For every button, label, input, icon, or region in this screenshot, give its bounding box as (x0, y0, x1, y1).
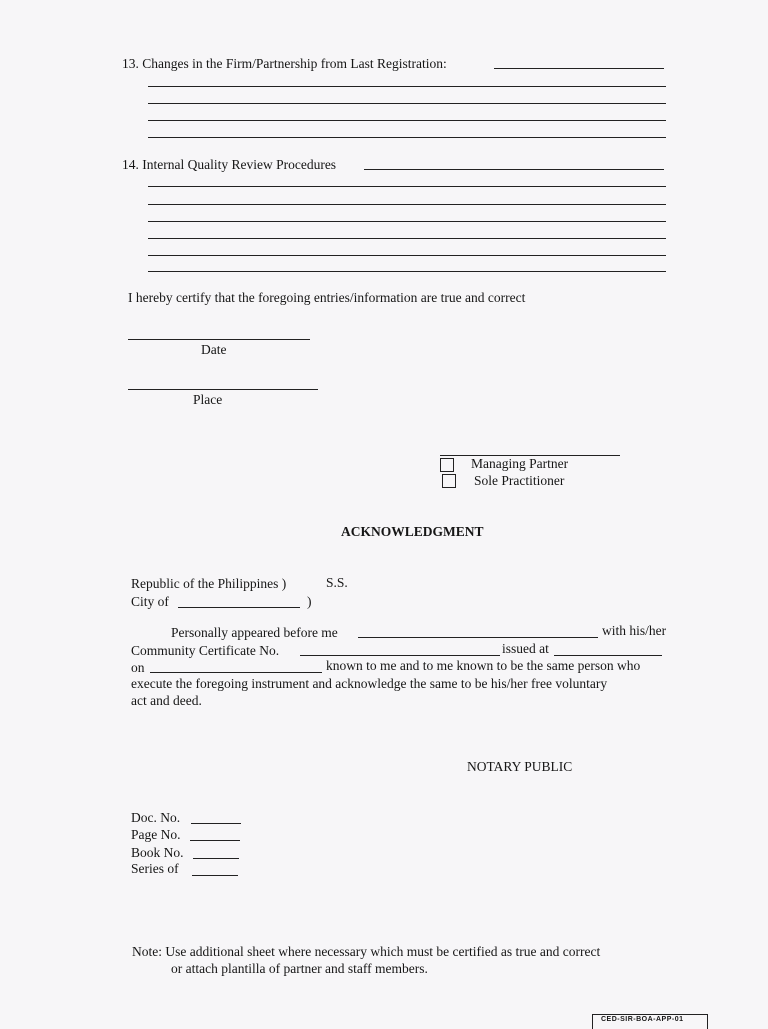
book-no-label: Book No. (131, 845, 184, 860)
item-14-answer-line[interactable] (148, 238, 666, 239)
date-label: Date (201, 342, 227, 357)
page-no-label: Page No. (131, 827, 181, 842)
issued-on-line[interactable] (150, 672, 322, 673)
item-13-answer-line[interactable] (494, 68, 664, 69)
series-of-line[interactable] (192, 875, 238, 876)
item-14-label: 14. Internal Quality Review Procedures (122, 157, 337, 172)
item-13-answer-line[interactable] (148, 86, 666, 87)
item-14-answer-line[interactable] (148, 186, 666, 187)
book-no-line[interactable] (193, 858, 239, 859)
sole-practitioner-checkbox[interactable] (442, 474, 456, 488)
ack-line-3-end: known to me and to me known to be the same person who (326, 658, 641, 673)
certificate-number-line[interactable] (300, 655, 500, 656)
place-label: Place (193, 392, 223, 407)
item-13-answer-line[interactable] (148, 137, 666, 138)
managing-partner-label: Managing Partner (471, 456, 569, 471)
note-line-1: Note: Use additional sheet where necessary which must be certified as true and correct (132, 944, 601, 959)
certification-statement: I hereby certify that the foregoing entries/information are true and correct (128, 290, 526, 305)
item-13-answer-line[interactable] (148, 103, 666, 104)
series-of-label: Series of (131, 861, 179, 876)
notary-public-label: NOTARY PUBLIC (467, 759, 573, 774)
ack-line-4: execute the foregoing instrument and acknowledge the same to be his/her free voluntary (131, 676, 608, 691)
city-label: City of (131, 594, 169, 609)
doc-no-line[interactable] (191, 823, 241, 824)
item-13-answer-line[interactable] (148, 120, 666, 121)
issued-at-line[interactable] (554, 655, 662, 656)
ack-line-3: on (131, 660, 145, 675)
note-line-2: or attach plantilla of partner and staff members. (171, 961, 428, 976)
page-no-line[interactable] (190, 840, 240, 841)
ack-line-1: Personally appeared before me (171, 625, 338, 640)
item-14-answer-line[interactable] (148, 271, 666, 272)
issued-at-label: issued at (502, 641, 549, 656)
item-14-answer-line[interactable] (148, 255, 666, 256)
city-field-line[interactable] (178, 607, 300, 608)
date-line[interactable] (128, 339, 310, 340)
managing-partner-checkbox[interactable] (440, 458, 454, 472)
item-14-answer-line[interactable] (148, 204, 666, 205)
appeared-name-line[interactable] (358, 637, 598, 638)
doc-no-label: Doc. No. (131, 810, 181, 825)
ack-line-2: Community Certificate No. (131, 643, 280, 658)
acknowledgment-title: ACKNOWLEDGMENT (341, 524, 484, 539)
item-13-label: 13. Changes in the Firm/Partnership from Last Registration: (122, 56, 447, 71)
ss-label: S.S. (326, 575, 348, 590)
ack-line-5: act and deed. (131, 693, 202, 708)
form-code: CED-SIR-BOA-APP-01 (601, 1016, 684, 1023)
republic-label: Republic of the Philippines ) (131, 576, 287, 591)
item-14-answer-line[interactable] (148, 221, 666, 222)
city-paren: ) (307, 594, 312, 609)
item-14-answer-line[interactable] (364, 169, 664, 170)
sole-practitioner-label: Sole Practitioner (474, 473, 565, 488)
ack-line-1-end: with his/her (602, 623, 667, 638)
form-code-stamp (592, 1014, 708, 1029)
place-line[interactable] (128, 389, 318, 390)
